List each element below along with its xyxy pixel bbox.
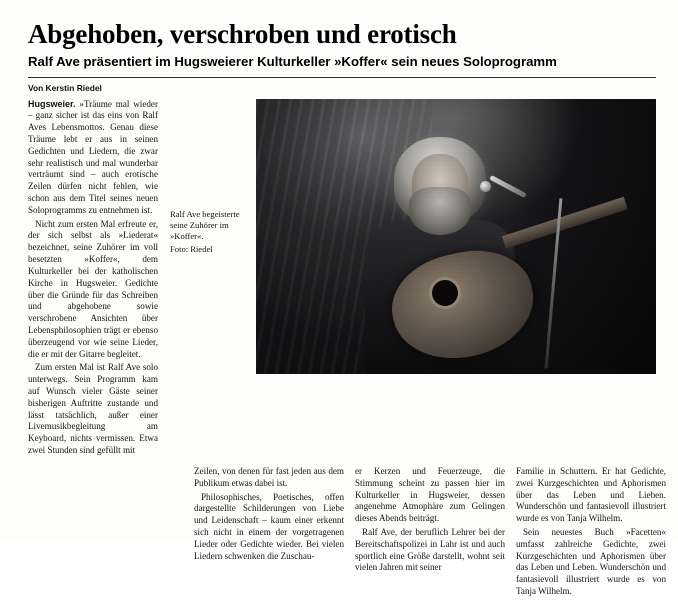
paragraph: Zeilen, von denen für fast jeden aus dem Publikum etwas dabei ist. [194, 465, 344, 488]
musician-with-guitar-photo [256, 99, 656, 374]
lead-word: Hugsweier. [28, 98, 76, 109]
paragraph: Ralf Ave, der beruflich Lehrer bei der Bereitschaftspolizei in Lahr ist und auch sportlich eine Größe darstellt, wohnt seit vielen Jahren mit seiner [355, 526, 505, 573]
paragraph: Nicht zum ersten Mal erfreute er, der sich selbst als »Liederat« bezeichnet, seine Zuhörer im voll besetzten »Koffer«, dem Kulturkeller bei der katholischen Kirche in Hugsweier. Gedichte über die Gründe für das Schreiben und abgehobene sowie verschrobene Ansichten über Lebensphilosophien trägt er ebenso überzeugend vor wie seine Lieder, die er mit der Gitarre begleitet. [28, 218, 158, 359]
article-column-4 [516, 466, 666, 600]
photo-caption [170, 99, 248, 459]
header-divider [28, 77, 656, 78]
photo-grain-overlay [256, 99, 656, 374]
paragraph: Philosophisches, Poetisches, offen dargestellte Schilderungen von Liebe und Leidenschaft – kaum einer erkennt sich nicht in einem der vorgetragenen Lieder oder Gedichte wieder. Bei vielen Liedern schwenken die Zuschau- [194, 491, 344, 561]
article-column-1 [28, 99, 158, 459]
top-section [28, 99, 656, 459]
paragraph: Zum ersten Mal ist Ralf Ave solo unterwegs. Sein Programm kam auf Wunsch vieler Gäste seiner bisherigen Auftritte zustande und lässt tatsächlich, außer einer Livemusikbegleitung am Keyboard, nichts vermissen. Etwa zwei Stunden sind gefüllt mit [28, 362, 158, 456]
subheadline: Ralf Ave präsentiert im Hugsweierer Kulturkeller »Koffer« sein neues Soloprogramm [28, 54, 557, 70]
paragraph: Sein neuestes Buch »Facetten« umfasst zahlreiche Gedichte, zwei Kurzgeschichten und Aphorismen über das Leben und Leben. Wunderschön und fantasievoll illustriert wurde es von Tanja Wilhelm. [516, 526, 666, 597]
article-column-3 [355, 466, 505, 600]
photo-caption-text: Ralf Ave begeisterte seine Zuhörer im »Koffer«. [170, 208, 240, 241]
page-title: Abgehoben, verschroben und erotisch [28, 19, 457, 49]
paragraph: er Kerzen und Feuerzeuge, die Stimmung scheint zu passen hier im Kulturkeller in Hugsweier, dessen angenehme Atmophäre zum Gelingen dieses Abends beiträgt. [355, 465, 505, 524]
photo-credit: Foto: Riedel [170, 244, 213, 255]
paragraph: Familie in Schuttern. Er hat Gedichte, zwei Kurzgeschichten und Aphorismen über das Leben und Lieben. Wunderschön und fantasievoll illustriert wurde es von Tanja Wilhelm. [516, 465, 666, 524]
paragraph [28, 99, 158, 217]
article-column-1-continued [28, 466, 183, 600]
byline: Von Kerstin Riedel [28, 82, 102, 93]
paragraph-text: »Träume mal wieder – ganz sicher ist das eins von Ralf Aves Lebensmottos. Genau diese Träume lebt er aus in seinen Gedichten und Liedern, die zwar sehr realistisch und mal wunderbar verträumt sind – auch erotische Zeilen dürfen nicht fehlen, wie schon aus dem Titel seines neuen Soloprogramms zu entnehmen ist. [28, 98, 158, 215]
photo-block [170, 99, 656, 459]
article-column-2 [194, 466, 344, 600]
bottom-section [28, 465, 666, 600]
